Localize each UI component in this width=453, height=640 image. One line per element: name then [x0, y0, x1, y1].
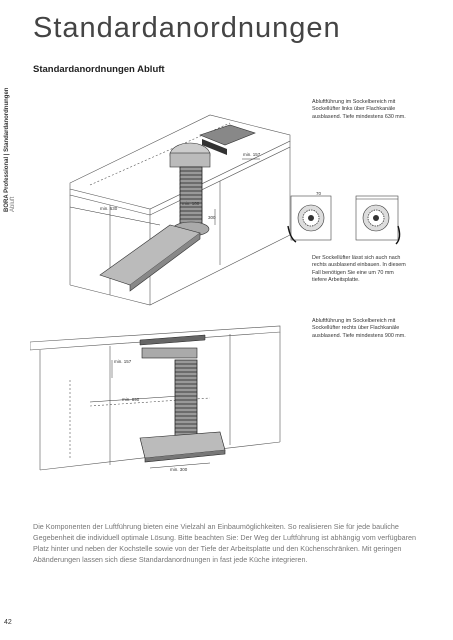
body-paragraph: Die Komponenten der Luftführung bieten eine Vielzahl an Einbaumöglichkeiten. So realisieren Sie für jede bauliche Gegebenheit die individuell optimale Lösung. Bitte beachten Sie: Der Weg der Luftführung ist abhängig vom verfügbaren Platz hinter und neben der Kochstelle sowie von der Tiefe der Arbeitsplatte und den Küchenschränken. Mit geringen Abänderungen lassen sich diese Standardanordnungen in fast jede Küche integrieren.	[33, 522, 417, 564]
figure-3-description: Abluftführung im Sockelbereich mit Sockellüfter rechts über Flachkanäle ausblasend. Tiefe mindestens 900 mm.	[312, 318, 406, 339]
fig1-label-top: min. 157	[243, 152, 261, 157]
fig3-label-top: min. 157	[114, 359, 132, 364]
side-separator: |	[4, 151, 10, 157]
side-sub: Abluft	[10, 196, 16, 212]
fig2-fan-right	[363, 205, 389, 231]
fig1-label-mid: 300	[208, 215, 216, 220]
figure-1-description: Abluftführung im Sockelbereich mit Sockellüfter links über Flachkanäle ausblasend. Tiefe mindestens 630 mm.	[312, 99, 406, 120]
fig2-label: 70	[316, 191, 322, 196]
fig3-label-bottom: min. 300	[170, 467, 188, 472]
side-caption-text	[4, 12, 16, 212]
side-brand: BORA Professional	[4, 156, 10, 212]
figure-1-illustration	[30, 95, 305, 310]
page-title: Standardanordnungen	[33, 12, 341, 44]
fig1-label-side: min. 100	[182, 201, 200, 206]
fig2-fan-left	[298, 205, 324, 231]
fig3-label-left: min. 890	[122, 397, 140, 402]
page-subtitle: Standardanordnungen Abluft	[33, 64, 165, 75]
fig1-label-left: min. 630	[100, 206, 118, 211]
figure-2-description: Der Sockellüfter lässt sich auch nach rechts ausblasend einbauen. In diesem Fall benötigen Sie eine um 70 mm tiefere Arbeitsplatte.	[312, 255, 406, 284]
figure-2-illustration	[286, 186, 414, 248]
figure-3-illustration	[30, 320, 310, 490]
side-caption	[4, 12, 16, 212]
page-number: 42	[4, 619, 12, 626]
side-section: Standardanordnungen	[4, 87, 10, 152]
